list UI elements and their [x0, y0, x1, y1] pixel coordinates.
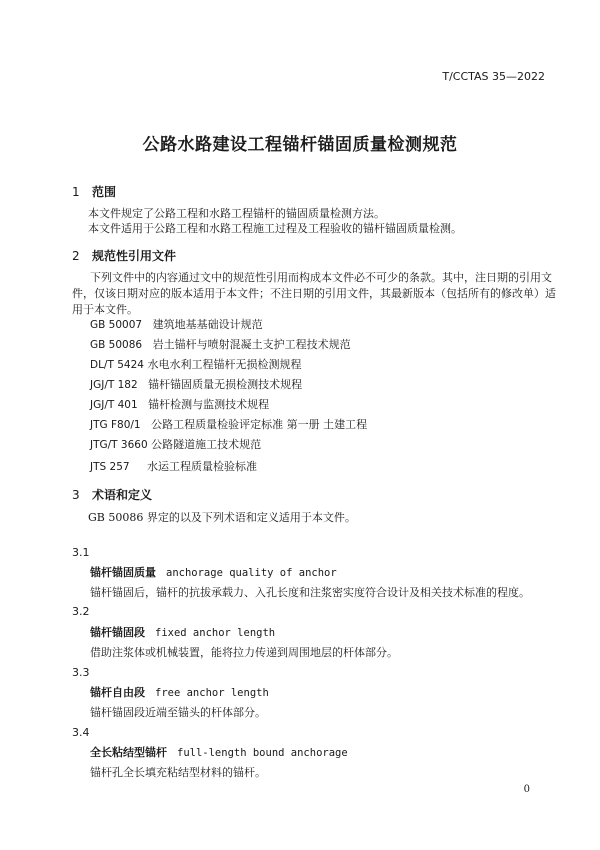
term-definition: 锚杆锚固后，锚杆的抗拔承载力、入孔长度和注浆密实度符合设计及相关技术标准的程度。 [90, 586, 530, 599]
section-heading-scope [72, 183, 116, 200]
reference-name: 水运工程质量检验标准 [147, 460, 258, 473]
section-number: 1 [72, 185, 80, 199]
reference-code: JTS 257 [90, 461, 130, 473]
section-title: 规范性引用文件 [92, 249, 177, 263]
document-code: T/CCTAS 35—2022 [442, 70, 545, 83]
reference-name: 锚杆检测与监测技术规程 [148, 398, 270, 411]
term-chinese: 全长粘结型锚杆 [90, 746, 167, 759]
reference-code: GB 50086 [90, 339, 143, 351]
scope-paragraph-2: 本文件适用于公路工程和水路工程施工过程及工程验收的锚杆锚固质量检测。 [88, 222, 462, 235]
reference-code: JTG F80/1 [90, 419, 141, 431]
term-entry [90, 564, 337, 580]
reference-name: 岩土锚杆与喷射混凝土支护工程技术规范 [152, 338, 351, 351]
reference-item [90, 436, 261, 452]
reference-name: 锚杆锚固质量无损检测技术规程 [148, 378, 303, 391]
term-chinese: 锚杆锚固段 [90, 626, 145, 639]
term-number: 3.4 [72, 726, 90, 739]
term-chinese: 锚杆锚固质量 [90, 566, 156, 579]
reference-item [90, 416, 367, 432]
term-entry [90, 684, 269, 700]
term-number: 3.2 [72, 605, 90, 618]
reference-name: 公路工程质量检验评定标准 第一册 土建工程 [151, 418, 368, 431]
reference-name: 水电水利工程锚杆无损检测规程 [147, 358, 302, 371]
scope-paragraph-1: 本文件规定了公路工程和水路工程锚杆的锚固质量检测方法。 [88, 207, 385, 220]
page-number: 0 [523, 784, 530, 795]
reference-item [90, 376, 302, 392]
section-number: 3 [72, 488, 80, 502]
refs-intro-paragraph: 下列文件中的内容通过文中的规范性引用而构成本文件必不可少的条款。其中，注日期的引用文件，仅该日期对应的版本适用于本文件；不注日期的引用文件，其最新版本（包括所有的修改单）适用于本文件。 [72, 271, 556, 316]
section-title: 范围 [92, 185, 117, 199]
term-definition: 借助注浆体或机械装置，能将拉力传递到周围地层的杆体部分。 [90, 646, 398, 659]
term-definition: 锚杆孔全长填充粘结型材料的锚杆。 [90, 766, 266, 779]
reference-item [90, 356, 301, 372]
reference-code: JTG/T 3660 [90, 439, 148, 451]
reference-code: JGJ/T 182 [90, 379, 138, 391]
reference-code: GB 50007 [90, 319, 143, 331]
term-english: anchorage quality of anchor [166, 567, 337, 579]
section-heading-terms [72, 486, 152, 503]
term-entry [90, 744, 348, 760]
section-heading-refs [72, 247, 176, 264]
term-number: 3.3 [72, 666, 90, 679]
term-number: 3.1 [72, 546, 90, 559]
reference-item [90, 458, 257, 474]
term-chinese: 锚杆自由段 [90, 686, 145, 699]
reference-name: 建筑地基基础设计规范 [152, 318, 263, 331]
term-definition: 锚杆锚固段近端至锚头的杆体部分。 [90, 706, 266, 719]
reference-item [90, 316, 263, 332]
section-title: 术语和定义 [92, 488, 153, 502]
term-entry [90, 624, 275, 640]
reference-code: JGJ/T 401 [90, 399, 138, 411]
section-number: 2 [72, 249, 80, 263]
reference-item [90, 336, 351, 352]
reference-code: DL/T 5424 [90, 359, 144, 371]
reference-item [90, 396, 269, 412]
term-english: free anchor length [155, 687, 269, 699]
document-title: 公路水路建设工程锚杆锚固质量检测规范 [142, 135, 458, 155]
terms-intro-paragraph: GB 50086 界定的以及下列术语和定义适用于本文件。 [88, 511, 356, 524]
term-english: full-length bound anchorage [177, 747, 348, 759]
term-english: fixed anchor length [155, 627, 276, 639]
reference-name: 公路隧道施工技术规范 [151, 438, 262, 451]
